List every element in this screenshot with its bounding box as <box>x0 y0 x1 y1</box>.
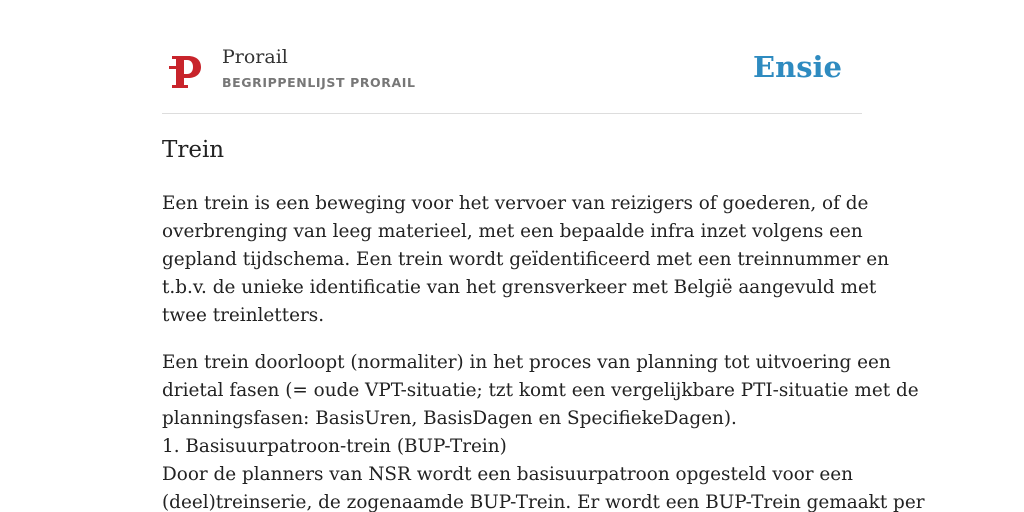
paragraph-1 <box>162 190 889 330</box>
text-line: planningsfasen: BasisUren, BasisDagen en SpecifiekeDagen). <box>162 408 737 429</box>
page-title: Trein <box>162 137 225 163</box>
article-body <box>162 190 925 512</box>
text-line: Een trein is een beweging voor het vervoer van reizigers of goederen, of de <box>162 193 869 214</box>
text-line: 1. Basisuurpatroon-trein (BUP-Trein) <box>162 436 507 457</box>
brand-name[interactable]: Prorail <box>222 46 288 68</box>
prorail-p-logo-icon[interactable] <box>168 52 204 90</box>
text-line: Door de planners van NSR wordt een basisuurpatroon opgesteld voor een <box>162 464 854 485</box>
text-line: (deel)treinserie, de zogenaamde BUP-Trein. Er wordt een BUP-Trein gemaakt per <box>162 492 925 512</box>
text-line: gepland tijdschema. Een trein wordt geïdentificeerd met een treinnummer en <box>162 249 889 270</box>
brand-subtitle[interactable]: BEGRIPPENLIJST PRORAIL <box>222 75 416 90</box>
text-line: twee treinletters. <box>162 305 325 326</box>
text-line: overbrenging van leeg materieel, met een bepaalde infra inzet volgens een <box>162 221 863 242</box>
text-line: t.b.v. de unieke identificatie van het grensverkeer met België aangevuld met <box>162 277 877 298</box>
paragraph-2 <box>162 349 925 512</box>
header-divider <box>162 113 862 114</box>
text-line: Een trein doorloopt (normaliter) in het proces van planning tot uitvoering een <box>162 352 891 373</box>
paragraph-gap <box>162 330 862 349</box>
site-header <box>162 42 862 98</box>
page <box>162 0 925 512</box>
ensie-site-link[interactable]: Ensie <box>753 50 842 84</box>
text-line: drietal fasen (= oude VPT-situatie; tzt komt een vergelijkbare PTI-situatie met de <box>162 380 919 401</box>
